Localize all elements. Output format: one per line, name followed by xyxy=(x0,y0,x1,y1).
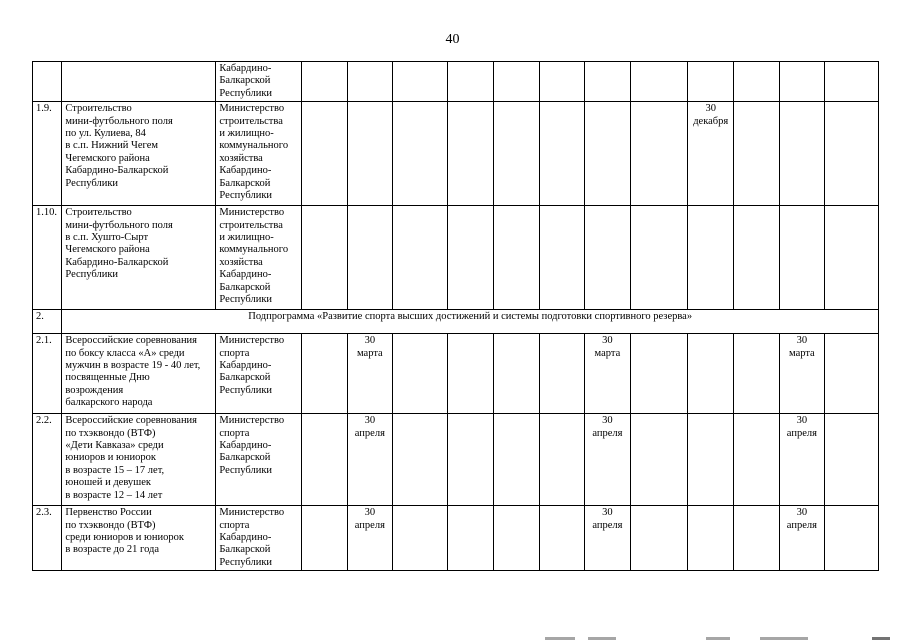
text-line: в с.п. Хушто-Сырт xyxy=(65,232,149,244)
page-number: 40 xyxy=(445,32,460,47)
text-line: по тхэквондо (ВТФ) xyxy=(65,519,156,531)
text-line: Балкарской xyxy=(219,177,271,189)
deadline-cell xyxy=(630,506,688,571)
row-number: 2.2. xyxy=(33,414,62,506)
text-line: Республики xyxy=(219,294,273,306)
text-line: в возрасте до 21 года xyxy=(65,544,160,556)
text-line: Первенство России xyxy=(65,507,152,519)
text-line: возрождения xyxy=(65,384,124,396)
text-line: мини-футбольного поля xyxy=(65,115,173,127)
deadline-cell xyxy=(688,102,734,206)
deadline-cell xyxy=(539,102,585,206)
deadline-cell xyxy=(448,334,494,414)
row-number: 2. xyxy=(33,310,62,334)
deadline-cell xyxy=(688,62,734,102)
text-line: апреля xyxy=(786,519,817,531)
text-line: и жилищно- xyxy=(219,232,274,244)
text-line: в возрасте 15 – 17 лет, xyxy=(65,464,165,476)
deadline-cell xyxy=(779,334,825,414)
text-line: 30 xyxy=(364,507,376,519)
deadline-cell xyxy=(302,334,348,414)
event-name xyxy=(62,334,216,414)
deadline-cell xyxy=(493,102,539,206)
text-line: «Дети Кавказа» среди xyxy=(65,440,164,452)
deadline-cell xyxy=(493,506,539,571)
text-line: Кабардино- xyxy=(219,63,272,74)
deadline-cell xyxy=(392,102,448,206)
event-name xyxy=(62,102,216,206)
text-line: Министерство xyxy=(219,207,285,219)
text-line: Кабардино- xyxy=(219,440,272,452)
subprogram-title: Подпрограмма «Развитие спорта высших достижений и системы подготовки спортивного резерва» xyxy=(62,310,879,334)
text-line: по ул. Кулиева, 84 xyxy=(65,128,146,140)
text-line: балкарского народа xyxy=(65,397,153,409)
text-line: Министерство xyxy=(219,507,285,519)
deadline-cell xyxy=(630,62,688,102)
text-line: апреля xyxy=(592,427,623,439)
text-line: Строительство xyxy=(65,103,132,115)
deadline-cell xyxy=(392,206,448,310)
deadline-cell xyxy=(779,62,825,102)
table-row xyxy=(33,62,879,102)
deadline-cell xyxy=(302,102,348,206)
text-line: апреля xyxy=(354,427,385,439)
deadline-cell xyxy=(688,334,734,414)
text-line: посвященные Дню xyxy=(65,372,150,384)
responsible-ministry xyxy=(216,506,302,571)
text-line: коммунального xyxy=(219,244,289,256)
responsible-ministry xyxy=(216,414,302,506)
deadline-cell xyxy=(493,414,539,506)
text-line: 30 xyxy=(602,335,613,347)
text-line: Министерство xyxy=(219,103,285,115)
text-line: Балкарской xyxy=(219,75,271,87)
text-line: апреля xyxy=(786,427,817,439)
deadline-cell xyxy=(539,414,585,506)
responsible-ministry xyxy=(216,102,302,206)
row-number: 1.10. xyxy=(33,206,62,310)
responsible-ministry xyxy=(216,62,302,102)
event-name xyxy=(62,62,216,102)
deadline-cell xyxy=(630,414,688,506)
text-line: 30 xyxy=(705,103,716,115)
text-line: Балкарской xyxy=(219,281,271,293)
text-line: Балкарской xyxy=(219,544,271,556)
text-line: строительства xyxy=(219,219,283,231)
text-line: Республики xyxy=(65,269,119,281)
deadline-cell xyxy=(779,506,825,571)
deadline-cell xyxy=(539,62,585,102)
text-line: 30 xyxy=(796,335,808,347)
text-line: Чегемского района xyxy=(65,152,150,164)
deadline-cell xyxy=(348,414,393,506)
deadline-cell xyxy=(688,206,734,310)
deadline-cell xyxy=(302,62,348,102)
deadline-cell xyxy=(779,206,825,310)
text-line: Республики xyxy=(65,177,119,189)
deadline-cell xyxy=(779,414,825,506)
text-line: мини-футбольного поля xyxy=(65,219,173,231)
deadline-cell xyxy=(392,62,448,102)
text-line: Кабардино-Балкарской xyxy=(65,256,169,268)
text-line: Республики xyxy=(219,384,273,396)
event-name xyxy=(62,414,216,506)
deadline-cell xyxy=(448,506,494,571)
deadline-cell xyxy=(585,102,631,206)
row-number: 2.1. xyxy=(33,334,62,414)
deadline-cell xyxy=(825,334,879,414)
text-line: 30 xyxy=(364,335,376,347)
row-number xyxy=(33,62,62,102)
text-line: Кабардино- xyxy=(219,360,272,372)
table-row xyxy=(33,102,879,206)
text-line: хозяйства xyxy=(219,152,263,164)
deadline-cell xyxy=(630,102,688,206)
text-line: 30 xyxy=(796,415,808,427)
deadline-cell xyxy=(539,334,585,414)
text-line: марта xyxy=(594,347,621,359)
deadline-cell xyxy=(585,206,631,310)
text-line: хозяйства xyxy=(219,256,263,268)
text-line: юношей и девушек xyxy=(65,477,152,489)
text-line: 30 xyxy=(364,415,376,427)
text-line: Республики xyxy=(219,464,273,476)
text-line: коммунального xyxy=(219,140,289,152)
text-line: спорта xyxy=(219,347,250,359)
deadline-cell xyxy=(734,62,780,102)
text-line: строительства xyxy=(219,115,283,127)
deadline-cell xyxy=(448,102,494,206)
deadline-cell xyxy=(734,506,780,571)
text-line: по боксу класса «А» среди xyxy=(65,347,185,359)
deadline-cell xyxy=(302,206,348,310)
event-name xyxy=(62,206,216,310)
text-line: мужчин в возрасте 19 - 40 лет, xyxy=(65,360,201,372)
text-line: 30 xyxy=(602,415,613,427)
text-line: апреля xyxy=(354,519,385,531)
text-line: по тхэквондо (ВТФ) xyxy=(65,427,156,439)
table-row xyxy=(33,334,879,414)
text-line: спорта xyxy=(219,427,250,439)
deadline-cell xyxy=(585,414,631,506)
text-line: Всероссийские соревнования xyxy=(65,415,198,427)
text-line: Республики xyxy=(219,190,273,202)
deadline-cell xyxy=(825,414,879,506)
event-name xyxy=(62,506,216,571)
deadline-cell xyxy=(585,334,631,414)
deadline-cell xyxy=(779,102,825,206)
deadline-cell xyxy=(688,414,734,506)
table-row xyxy=(33,310,879,334)
text-line: среди юниоров и юниорок xyxy=(65,532,184,544)
deadline-cell xyxy=(392,506,448,571)
deadline-cell xyxy=(493,62,539,102)
deadline-cell xyxy=(448,414,494,506)
text-line: Министерство xyxy=(219,415,285,427)
deadline-cell xyxy=(630,206,688,310)
deadline-cell xyxy=(585,62,631,102)
deadline-cell xyxy=(493,206,539,310)
table-row xyxy=(33,414,879,506)
text-line: Балкарской xyxy=(219,372,271,384)
deadline-cell xyxy=(734,102,780,206)
text-line: апреля xyxy=(592,519,623,531)
table-row xyxy=(33,206,879,310)
deadline-cell xyxy=(688,506,734,571)
responsible-ministry xyxy=(216,206,302,310)
text-line: марта xyxy=(356,347,383,359)
deadline-cell xyxy=(348,102,393,206)
text-line: юниоров и юниорок xyxy=(65,452,156,464)
deadline-cell xyxy=(348,334,393,414)
text-line: Кабардино-Балкарской xyxy=(65,165,169,177)
text-line: Всероссийские соревнования xyxy=(65,335,198,347)
deadline-cell xyxy=(825,102,879,206)
deadline-cell xyxy=(493,334,539,414)
deadline-cell xyxy=(630,334,688,414)
deadline-cell xyxy=(348,206,393,310)
deadline-cell xyxy=(734,414,780,506)
text-line: 30 xyxy=(796,507,808,519)
text-line: Министерство xyxy=(219,335,285,347)
deadline-cell xyxy=(585,506,631,571)
responsible-ministry xyxy=(216,334,302,414)
deadline-cell xyxy=(825,62,879,102)
deadline-cell xyxy=(392,334,448,414)
schedule-table xyxy=(32,61,879,571)
table-row xyxy=(33,506,879,571)
deadline-cell xyxy=(448,62,494,102)
text-line: и жилищно- xyxy=(219,128,274,140)
row-number: 2.3. xyxy=(33,506,62,571)
text-line: марта xyxy=(789,347,815,359)
text-line: спорта xyxy=(219,519,250,531)
deadline-cell xyxy=(734,334,780,414)
deadline-cell xyxy=(825,206,879,310)
deadline-cell xyxy=(448,206,494,310)
deadline-cell xyxy=(734,206,780,310)
deadline-cell xyxy=(539,506,585,571)
text-line: Кабардино- xyxy=(219,269,272,281)
text-line: Чегемского района xyxy=(65,244,150,256)
row-number: 1.9. xyxy=(33,102,62,206)
text-line: Кабардино- xyxy=(219,165,272,177)
deadline-cell xyxy=(348,62,393,102)
text-line: 30 xyxy=(602,507,613,519)
text-line: в возрасте 12 – 14 лет xyxy=(65,489,163,501)
deadline-cell xyxy=(392,414,448,506)
text-line: декабря xyxy=(693,115,729,127)
text-line: Республики xyxy=(219,556,273,568)
text-line: Балкарской xyxy=(219,452,271,464)
text-line: Кабардино- xyxy=(219,532,272,544)
deadline-cell xyxy=(825,506,879,571)
deadline-cell xyxy=(302,414,348,506)
text-line: в с.п. Нижний Чегем xyxy=(65,140,159,152)
deadline-cell xyxy=(302,506,348,571)
text-line: Республики xyxy=(219,87,273,99)
text-line: Строительство xyxy=(65,207,132,219)
deadline-cell xyxy=(539,206,585,310)
deadline-cell xyxy=(348,506,393,571)
